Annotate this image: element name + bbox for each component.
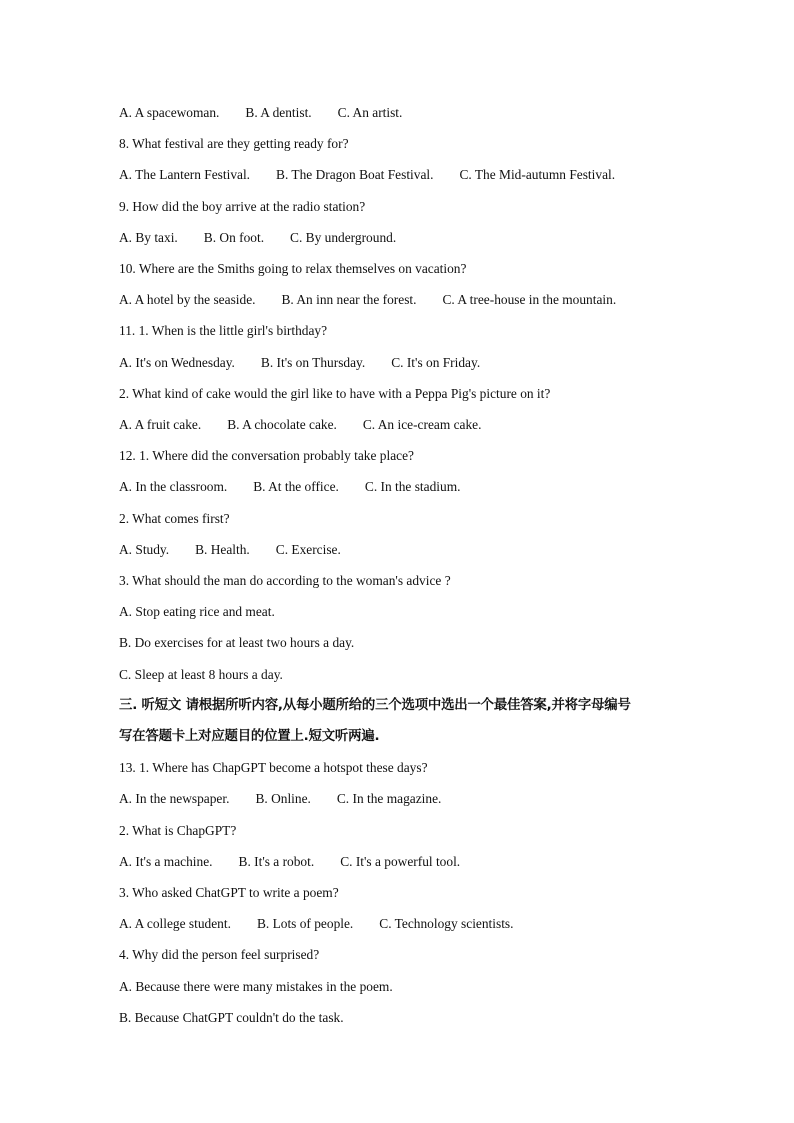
question-text: 2. What kind of cake would the girl like to have with a Peppa Pig's picture on it?	[119, 385, 551, 401]
option-text: C. Exercise.	[275, 541, 341, 557]
option-text: C. The Mid-autumn Festival.	[459, 167, 616, 183]
option-text: B. Online.	[255, 791, 311, 807]
option-text: A. Study.	[119, 541, 170, 557]
option-text: B. On foot.	[203, 229, 265, 245]
option-row	[119, 790, 441, 808]
option-text: A. By taxi.	[119, 229, 178, 245]
option-row	[119, 478, 460, 496]
option-text: A. A spacewoman.	[119, 105, 220, 120]
option-text: B. It's a robot.	[238, 853, 315, 869]
question-text: 11. 1. When is the little girl's birthday?	[119, 323, 328, 339]
option-text: B. An inn near the forest.	[281, 292, 417, 308]
option-text: A. A college student.	[119, 916, 231, 932]
option-text: B. A chocolate cake.	[227, 417, 337, 432]
option-text: B. At the office.	[253, 479, 339, 495]
question-text: 12. 1. Where did the conversation probably take place?	[119, 448, 414, 464]
option-text: A. It's on Wednesday.	[119, 354, 235, 370]
question-text: C. Sleep at least 8 hours a day.	[119, 666, 283, 682]
option-row	[119, 166, 615, 184]
question-text: B. Because ChatGPT couldn't do the task.	[119, 1009, 344, 1025]
question-text: 3. Who asked ChatGPT to write a poem?	[119, 885, 339, 900]
question-text: 8. What festival are they getting ready for?	[119, 136, 349, 152]
question-text: 2. What comes first?	[119, 510, 230, 526]
option-row	[119, 541, 341, 559]
question-text: 2. What is ChapGPT?	[119, 822, 237, 838]
question-text: 3. What should the man do according to the woman's advice ?	[119, 573, 451, 588]
question-text: B. Do exercises for at least two hours a day.	[119, 635, 355, 651]
option-row	[119, 229, 396, 247]
option-text: A. The Lantern Festival.	[119, 167, 251, 183]
section-heading: 写在答题卡上对应题目的位置上.短文听两遍.	[119, 729, 380, 744]
option-row	[119, 853, 460, 871]
option-row	[119, 416, 481, 434]
option-text: C. An ice-cream cake.	[362, 417, 482, 432]
option-text: C. It's on Friday.	[391, 354, 481, 370]
question-text: A. Because there were many mistakes in the poem.	[119, 978, 393, 994]
option-text: A. In the classroom.	[119, 479, 228, 495]
option-text: B. Lots of people.	[256, 916, 354, 932]
option-text: B. Health.	[195, 541, 250, 557]
option-text: A. It's a machine.	[119, 853, 213, 869]
option-text: A. In the newspaper.	[119, 791, 230, 807]
option-text: B. It's on Thursday.	[260, 354, 366, 370]
option-text: C. A tree-house in the mountain.	[442, 292, 617, 308]
option-text: C. In the magazine.	[336, 791, 442, 807]
section-heading: 三. 听短文 请根据所听内容,从每小题所给的三个选项中选出一个最佳答案,并将字母编号	[119, 697, 631, 713]
question-text: 10. Where are the Smiths going to relax themselves on vacation?	[119, 261, 467, 276]
option-row	[119, 915, 513, 933]
option-row	[119, 104, 402, 122]
option-text: C. An artist.	[337, 105, 403, 120]
option-text: C. In the stadium.	[364, 479, 461, 495]
option-text: B. A dentist.	[245, 105, 312, 120]
option-row	[119, 291, 616, 309]
question-text: 9. How did the boy arrive at the radio station?	[119, 198, 366, 214]
question-text: A. Stop eating rice and meat.	[119, 604, 275, 620]
question-text: 13. 1. Where has ChapGPT become a hotspot these days?	[119, 760, 428, 776]
question-text: 4. Why did the person feel surprised?	[119, 947, 320, 963]
option-row	[119, 354, 480, 372]
option-text: B. The Dragon Boat Festival.	[276, 167, 434, 183]
option-text: C. It's a powerful tool.	[340, 853, 461, 869]
option-text: C. Technology scientists.	[379, 916, 514, 932]
option-text: A. A fruit cake.	[119, 417, 202, 432]
option-text: C. By underground.	[290, 229, 397, 245]
option-text: A. A hotel by the seaside.	[119, 292, 256, 308]
